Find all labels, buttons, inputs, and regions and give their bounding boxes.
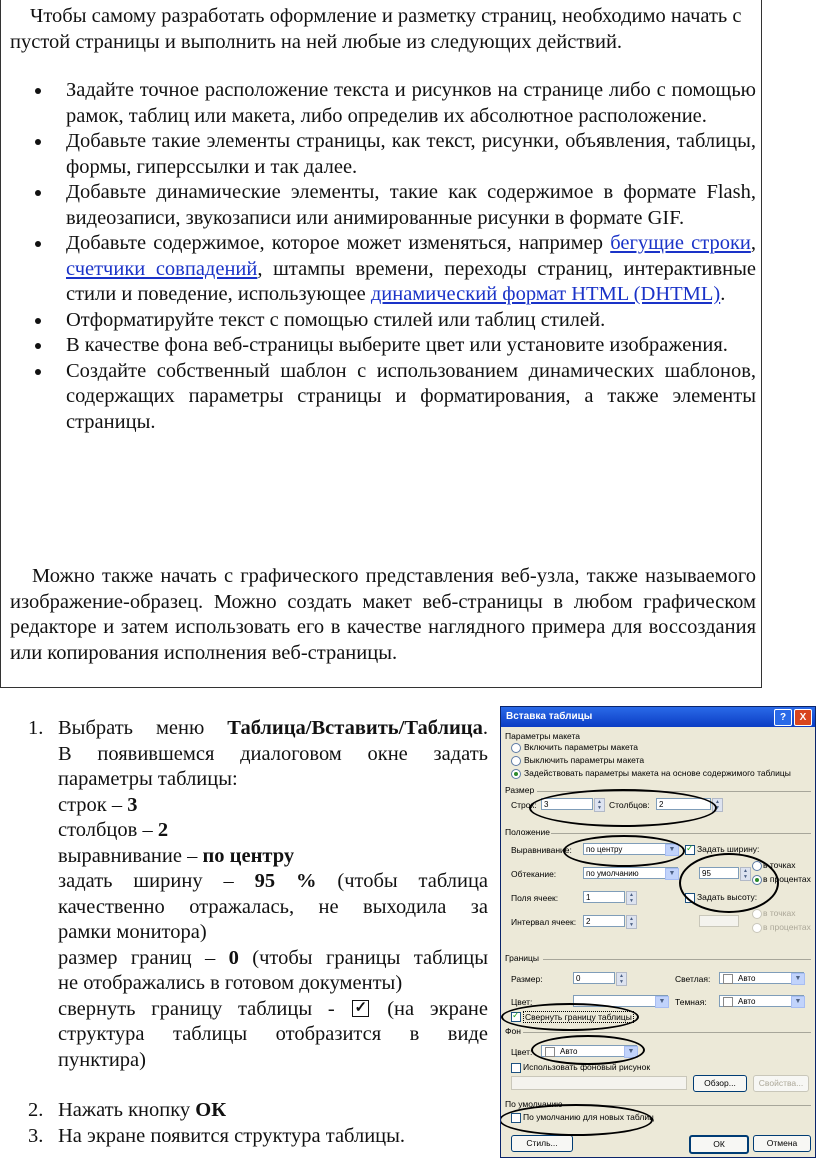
param-note: (на экране bbox=[387, 997, 489, 1020]
default-label: По умолчанию для новых таблиц bbox=[523, 1112, 654, 1122]
param-value: 2 bbox=[157, 819, 169, 841]
properties-button[interactable]: Свойства... bbox=[753, 1075, 809, 1092]
size-group-label: Размер bbox=[505, 785, 535, 795]
list-item bbox=[0, 359, 756, 436]
param-note: качественно отражалась, не выходила за bbox=[58, 895, 488, 918]
radio-width-percent[interactable] bbox=[752, 875, 762, 885]
param-note: (чтобы таблица bbox=[337, 870, 489, 892]
bg-image-checkbox[interactable] bbox=[511, 1063, 521, 1073]
separator bbox=[551, 833, 811, 834]
intro-text: Чтобы самому разработать оформление и разметку страниц, необходимо начать с пустой страницы и выполнить на ней любые из следующих действий. bbox=[10, 5, 742, 53]
separator bbox=[523, 1032, 811, 1033]
set-height-checkbox[interactable] bbox=[685, 893, 695, 903]
bullet-text: , bbox=[750, 232, 757, 254]
help-button[interactable]: ? bbox=[774, 709, 792, 726]
list-item bbox=[0, 129, 756, 180]
radio-disable-layout[interactable] bbox=[511, 756, 521, 766]
set-width-checkbox[interactable] bbox=[685, 845, 695, 855]
list-item bbox=[0, 231, 756, 308]
step-line: В появившемся диалоговом окне задать bbox=[58, 742, 488, 765]
param-label: свернуть границу таблицы - bbox=[58, 997, 351, 1020]
rows-spinner[interactable]: ▲ ▼ bbox=[594, 798, 605, 812]
step-2 bbox=[28, 1098, 488, 1124]
radio-width-px[interactable] bbox=[752, 861, 762, 871]
bullet-text: Добавьте такие элементы страницы, как текст, рисунки, объявления, таблицы, формы, гиперссылки и так далее. bbox=[66, 130, 756, 178]
rows-input[interactable]: 3 bbox=[541, 798, 593, 810]
chevron-down-icon[interactable]: ▼ bbox=[655, 996, 669, 1008]
checkbox-checked-icon bbox=[352, 1000, 369, 1017]
link-hit-counters[interactable]: счетчики совпадений bbox=[66, 257, 258, 280]
step-number: 3. bbox=[28, 1124, 44, 1147]
separator bbox=[543, 959, 811, 960]
height-input[interactable] bbox=[699, 915, 739, 927]
padding-spinner[interactable]: ▲ ▼ bbox=[626, 891, 637, 905]
list-item bbox=[0, 308, 756, 334]
spacing-label: Интервал ячеек: bbox=[511, 917, 577, 927]
param-cols bbox=[58, 818, 488, 844]
width-spinner[interactable]: ▲ ▼ bbox=[740, 867, 751, 881]
padding-label: Поля ячеек: bbox=[511, 893, 559, 903]
align-label: Выравнивание: bbox=[511, 845, 572, 855]
param-width bbox=[58, 869, 488, 895]
step-text: Выбрать меню bbox=[58, 717, 228, 739]
bullet-text: Добавьте динамические элементы, такие как содержимое в формате Flash, видеозаписи, звукозаписи или анимированные рисунки в формате GIF. bbox=[66, 181, 756, 229]
set-width-label: Задать ширину: bbox=[697, 844, 760, 854]
radio-height-px[interactable] bbox=[752, 909, 762, 919]
background-group-label: Фон bbox=[505, 1026, 521, 1036]
param-note: пунктира) bbox=[58, 1048, 146, 1071]
step-text: На экране появится структура таблицы. bbox=[58, 1124, 406, 1147]
bullet-icon bbox=[35, 318, 41, 324]
param-label: задать ширину – bbox=[58, 870, 255, 892]
param-note: не отображались в готовом документы) bbox=[58, 972, 403, 994]
bullet-icon bbox=[35, 139, 41, 145]
set-height-label: Задать высоту: bbox=[697, 892, 758, 902]
bullet-text: В качестве фона веб-страницы выберите цвет или установите изображения. bbox=[66, 334, 728, 356]
cols-input[interactable]: 2 bbox=[656, 798, 711, 810]
bullet-text: Задайте точное расположение текста и рисунков на странице либо с помощью рамок, таблиц или макета, либо определив их абсолютное расположение. bbox=[66, 79, 756, 127]
param-value: 0 bbox=[228, 946, 239, 969]
border-size-label: Размер: bbox=[511, 974, 543, 984]
border-color-select[interactable] bbox=[573, 995, 668, 1007]
bg-color-label: Цвет: bbox=[511, 1047, 533, 1057]
step-text: Нажать кнопку bbox=[58, 1099, 196, 1121]
layout-group-label: Параметры макета bbox=[505, 731, 581, 741]
intro-paragraph bbox=[10, 4, 750, 55]
bg-color-select[interactable]: Авто bbox=[541, 1045, 637, 1057]
bg-image-label: Использовать фоновый рисунок bbox=[523, 1062, 651, 1072]
bullet-icon bbox=[35, 190, 41, 196]
param-value: 3 bbox=[127, 793, 138, 816]
position-group-label: Положение bbox=[505, 827, 550, 837]
style-button[interactable]: Стиль... bbox=[511, 1135, 573, 1152]
radio-label: Задействовать параметры макета на основе содержимого таблицы bbox=[524, 768, 791, 778]
float-label: Обтекание: bbox=[511, 869, 557, 879]
dark-border-select[interactable]: Авто bbox=[719, 995, 804, 1007]
default-group-label: По умолчанию bbox=[505, 1099, 563, 1109]
bullet-text: , штампы времени, переходы страниц, интерактивные стили и поведение, использующее bbox=[66, 257, 757, 305]
borders-group-label: Границы bbox=[505, 953, 539, 963]
border-size-spinner[interactable]: ▲ ▼ bbox=[616, 972, 627, 986]
chevron-down-icon[interactable]: ▼ bbox=[665, 868, 679, 880]
step-number: 2. bbox=[28, 1099, 44, 1121]
chevron-down-icon[interactable]: ▼ bbox=[665, 844, 679, 856]
collapse-border-checkbox[interactable] bbox=[511, 1012, 521, 1022]
ok-button-ref: ОК bbox=[195, 1099, 227, 1121]
chevron-down-icon[interactable]: ▼ bbox=[791, 996, 805, 1008]
bullet-text: Отформатируйте текст с помощью стилей или таблиц стилей. bbox=[66, 308, 606, 331]
bullet-text: . bbox=[720, 283, 726, 305]
close-button[interactable]: X bbox=[794, 709, 812, 726]
color-swatch bbox=[723, 974, 733, 984]
radio-height-percent[interactable] bbox=[752, 923, 762, 933]
param-rows bbox=[58, 793, 488, 819]
dialog-titlebar bbox=[501, 707, 815, 727]
chevron-down-icon[interactable]: ▼ bbox=[791, 973, 805, 985]
radio-auto-layout[interactable] bbox=[511, 769, 521, 779]
bullet-icon bbox=[35, 241, 41, 247]
param-align bbox=[58, 844, 488, 870]
bullet-text: Добавьте содержимое, которое может изменяться, например bbox=[66, 232, 611, 254]
border-color-label: Цвет: bbox=[511, 997, 533, 1007]
bg-image-path[interactable] bbox=[511, 1076, 687, 1090]
step-3 bbox=[28, 1124, 488, 1150]
param-value: 95 % bbox=[254, 870, 317, 892]
light-border-select[interactable]: Авто bbox=[719, 972, 804, 984]
list-item bbox=[0, 333, 756, 359]
align-select[interactable]: по центру bbox=[583, 843, 678, 855]
border-size-input[interactable]: 0 bbox=[573, 972, 615, 984]
step-1 bbox=[28, 716, 488, 1073]
float-select[interactable]: по умолчанию bbox=[583, 867, 678, 879]
step-number: 1. bbox=[28, 717, 44, 739]
param-label: столбцов – bbox=[58, 819, 158, 841]
bullet-icon bbox=[35, 88, 41, 94]
param-value: по центру bbox=[202, 844, 295, 867]
outro-paragraph bbox=[10, 564, 756, 666]
param-label: строк – bbox=[58, 793, 128, 816]
chevron-down-icon[interactable]: ▼ bbox=[624, 1046, 638, 1058]
bullet-list bbox=[0, 78, 756, 435]
list-item bbox=[0, 78, 756, 129]
steps-list bbox=[28, 716, 488, 1149]
param-collapse bbox=[58, 997, 488, 1023]
insert-table-dialog bbox=[500, 706, 816, 1158]
param-label: размер границ – bbox=[58, 946, 229, 969]
rows-label: Строк: bbox=[511, 800, 537, 810]
param-note: (чтобы границы таблицы bbox=[252, 946, 488, 969]
param-note: структура таблицы отобразится в виде bbox=[58, 1023, 488, 1045]
radio-label: Включить параметры макета bbox=[524, 742, 639, 752]
dark-border-label: Темная: bbox=[675, 997, 707, 1007]
cols-label: Столбцов: bbox=[609, 800, 650, 810]
radio-label: в процентах bbox=[763, 922, 811, 932]
spacing-spinner[interactable]: ▲ ▼ bbox=[626, 915, 637, 929]
color-swatch bbox=[723, 997, 733, 1007]
collapse-border-label: Свернуть границу таблицы bbox=[525, 1012, 632, 1022]
color-swatch bbox=[545, 1047, 555, 1057]
param-label: выравнивание – bbox=[58, 844, 203, 867]
link-marquee[interactable]: бегущие строки bbox=[610, 232, 751, 254]
link-dhtml[interactable]: динамический формат HTML (DHTML) bbox=[370, 283, 721, 305]
light-border-label: Светлая: bbox=[675, 974, 711, 984]
separator bbox=[565, 1105, 811, 1106]
radio-label: в точках bbox=[763, 860, 796, 870]
width-input[interactable]: 95 bbox=[699, 867, 739, 879]
radio-label: в точках bbox=[763, 908, 796, 918]
dialog-title: Вставка таблицы bbox=[506, 711, 593, 722]
ok-button[interactable]: ОК bbox=[689, 1135, 749, 1154]
param-border bbox=[58, 946, 488, 972]
separator bbox=[537, 791, 811, 792]
padding-input[interactable]: 1 bbox=[583, 891, 625, 903]
list-item bbox=[0, 180, 756, 231]
cols-spinner[interactable]: ▲ ▼ bbox=[712, 798, 723, 812]
bullet-icon bbox=[35, 343, 41, 349]
default-checkbox[interactable] bbox=[511, 1113, 521, 1123]
radio-label: в процентах bbox=[763, 874, 811, 884]
radio-label: Выключить параметры макета bbox=[524, 755, 645, 765]
bullet-text: Создайте собственный шаблон с использованием динамических шаблонов, содержащих параметры страницы и форматирования, а также элементы страницы. bbox=[66, 359, 756, 433]
browse-button[interactable]: Обзор... bbox=[693, 1075, 747, 1092]
step-line: параметры таблицы: bbox=[58, 768, 238, 790]
step-line bbox=[58, 716, 488, 742]
menu-path: Таблица/Вставить/Таблица bbox=[227, 717, 483, 739]
radio-enable-layout[interactable] bbox=[511, 743, 521, 753]
bullet-icon bbox=[35, 369, 41, 375]
cancel-button[interactable]: Отмена bbox=[753, 1135, 811, 1152]
spacing-input[interactable]: 2 bbox=[583, 915, 625, 927]
param-note: рамки монитора) bbox=[58, 921, 207, 943]
step-text: . bbox=[482, 717, 488, 739]
outro-text: Можно также начать с графического представления веб-узла, также называемого изображение-образец. Можно создать макет веб-страницы в любом графическом редакторе и затем использовать его в качестве наглядного примера для воссоздания или копирования исполнения веб-страницы. bbox=[10, 565, 756, 664]
